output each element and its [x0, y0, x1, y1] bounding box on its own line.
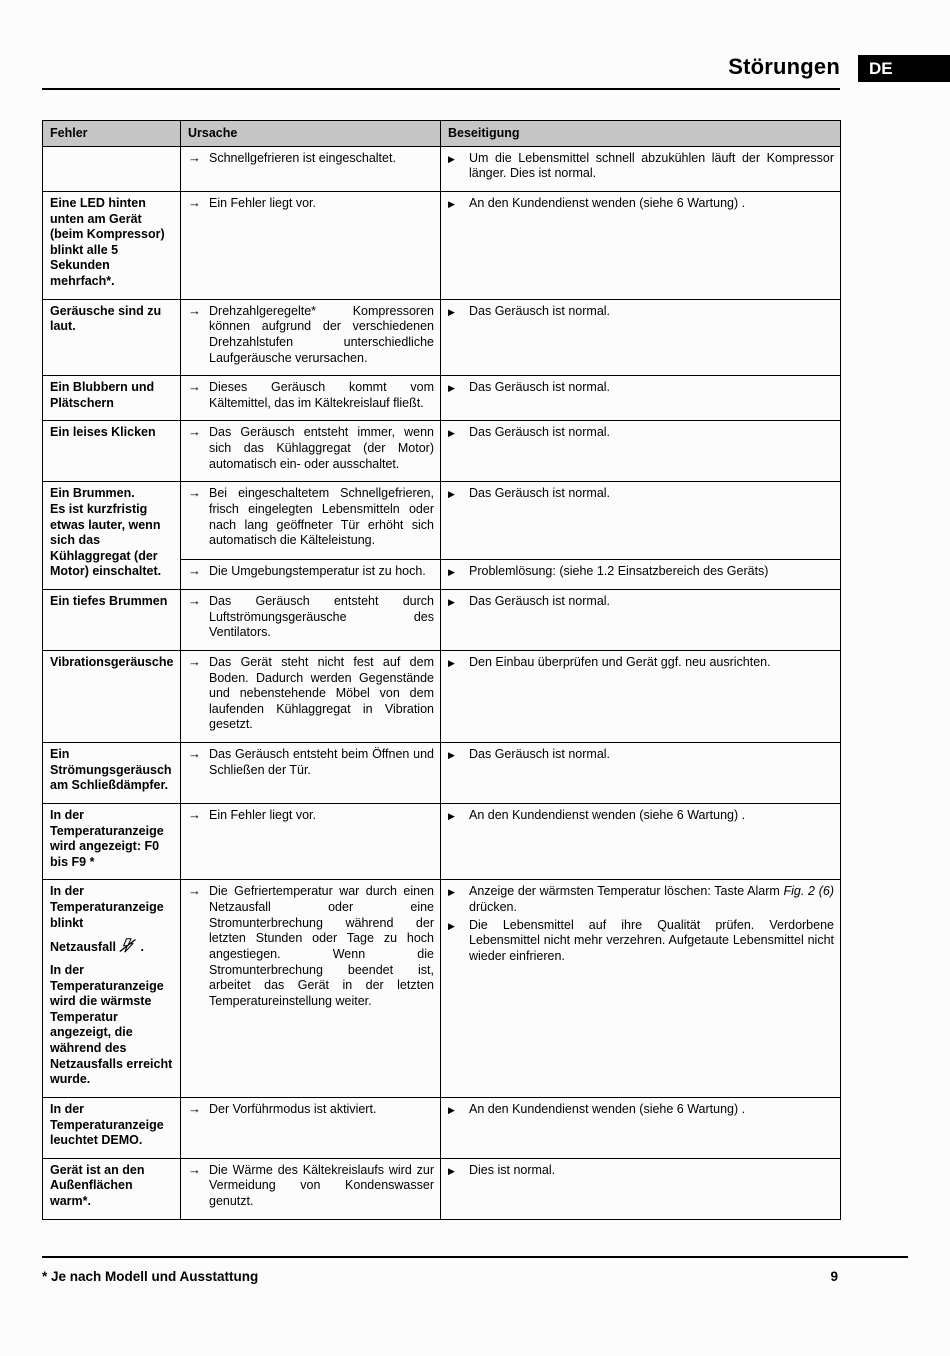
arrow-icon: → [188, 194, 201, 210]
fault-cell [43, 146, 181, 191]
triangle-bullet-icon: ▶ [448, 920, 455, 931]
fault-text: In der Temperaturanzeige wird die wärmste Temperatur angezeigt, die während des Netzausfalls erreicht wurde. [50, 962, 173, 1087]
fault-cell [43, 880, 181, 1098]
remedy-text: An den Kundendienst wenden (siehe 6 Wartung) . [469, 1101, 746, 1116]
remedy-entry [448, 1102, 834, 1118]
fault-text: Ein Brummen. [50, 486, 135, 501]
fault-text: Ein Strömungsgeräusch am Schließdämpfer. [50, 747, 172, 793]
cause-entry [188, 594, 434, 641]
cause-entry [188, 196, 434, 212]
remedy-cell [441, 803, 841, 880]
cause-cell [181, 1097, 441, 1158]
remedy-cell [441, 1097, 841, 1158]
figure-reference: Fig. 2 (6) [783, 884, 834, 899]
column-header-ursache: Ursache [181, 121, 441, 147]
fault-text: Ein leises Klicken [50, 425, 156, 440]
page-footer [42, 1256, 908, 1284]
fault-text: Netzausfall . [50, 940, 144, 955]
cause-cell [181, 650, 441, 742]
cause-entry [188, 564, 434, 580]
remedy-text: Das Geräusch ist normal. [469, 594, 611, 608]
fault-cell [43, 191, 181, 299]
triangle-bullet-icon: ▶ [448, 1165, 455, 1176]
table-row [43, 803, 841, 880]
table-row [43, 376, 841, 421]
table-row [43, 421, 841, 482]
triangle-bullet-icon: ▶ [448, 1104, 455, 1115]
remedy-cell [441, 482, 841, 560]
cause-cell [181, 146, 441, 191]
table-row [43, 482, 841, 560]
cause-entry [188, 808, 434, 824]
cause-text: Dieses Geräusch kommt vom Kältemittel, das im Kältekreislauf fließt. [209, 380, 434, 410]
cause-cell [181, 559, 441, 589]
fault-text: Geräusche sind zu laut. [50, 303, 162, 334]
remedy-text: Anzeige der wärmsten Temperatur löschen: Taste Alarm Fig. 2 (6) drücken. [469, 884, 834, 914]
cause-cell [181, 880, 441, 1098]
cause-text: Schnellgefrieren ist eingeschaltet. [209, 150, 396, 165]
cause-text: Das Gerät steht nicht fest auf dem Boden. Dadurch werden Gegenstände und nebenstehende Möbel von dem laufenden Kühlaggregat in Vibration gesetzt. [209, 654, 434, 732]
cause-text: Ein Fehler liegt vor. [209, 195, 316, 210]
footer-row [42, 1269, 908, 1284]
remedy-cell [441, 299, 841, 376]
remedy-cell [441, 376, 841, 421]
remedy-entry [448, 564, 834, 580]
remedy-entry [448, 304, 834, 320]
triangle-bullet-icon: ▶ [448, 810, 455, 821]
remedy-text: Das Geräusch ist normal. [469, 380, 611, 395]
language-badge: DE [858, 55, 950, 82]
fault-cell [43, 590, 181, 651]
cause-entry [188, 884, 434, 1009]
fault-cell [43, 1097, 181, 1158]
remedy-entry [448, 594, 834, 610]
remedy-entry [448, 380, 834, 396]
remedy-text: Die Lebensmittel auf ihre Qualität prüfen. Verdorbene Lebensmittel nicht mehr verzehren. Aufgetaute Lebensmittel nicht wieder einfrieren. [469, 917, 834, 963]
fault-cell [43, 1158, 181, 1219]
arrow-icon: → [188, 1100, 201, 1116]
cause-cell [181, 1158, 441, 1219]
cause-text: Ein Fehler liegt vor. [209, 807, 316, 822]
fault-table-body [43, 146, 841, 1219]
remedy-entry [448, 884, 834, 915]
table-row [43, 146, 841, 191]
remedy-cell [441, 421, 841, 482]
cause-cell [181, 191, 441, 299]
remedy-text: Das Geräusch ist normal. [469, 486, 611, 501]
arrow-icon: → [188, 746, 201, 761]
header-row [43, 121, 841, 147]
remedy-entry [448, 425, 834, 441]
fault-text: Es ist kurzfristig etwas lauter, wenn sich das Kühlaggregat (der Motor) einschaltet. [50, 501, 162, 579]
header-rule [42, 88, 840, 90]
arrow-icon: → [188, 562, 201, 578]
cause-text: Drehzahlgeregelte* Kompressoren können aufgrund der verschiedenen Drehzahlstufen unterschiedliche Laufgeräusche verursachen. [209, 303, 434, 365]
cause-text: Das Geräusch entsteht durch Luftströmungsgeräusche des Ventilators. [209, 594, 434, 640]
fault-cell [43, 803, 181, 880]
table-row [43, 650, 841, 742]
triangle-bullet-icon: ▶ [448, 153, 455, 164]
cause-cell [181, 299, 441, 376]
power-failure-icon [116, 938, 137, 956]
triangle-bullet-icon: ▶ [448, 383, 455, 394]
remedy-entry [448, 151, 834, 182]
remedy-text: Dies ist normal. [469, 1162, 556, 1177]
cause-cell [181, 421, 441, 482]
remedy-text: Das Geräusch ist normal. [469, 303, 611, 318]
cause-text: Die Wärme des Kältekreislaufs wird zur Vermeidung von Kondenswasser genutzt. [209, 1162, 434, 1208]
triangle-bullet-icon: ▶ [448, 198, 455, 209]
arrow-icon: → [188, 149, 201, 165]
cause-entry [188, 380, 434, 411]
fault-cell [43, 743, 181, 804]
arrow-icon: → [188, 485, 201, 501]
fault-cell [43, 376, 181, 421]
table-row [43, 590, 841, 651]
arrow-icon: → [188, 1161, 201, 1177]
remedy-cell [441, 146, 841, 191]
fault-text: Ein Blubbern und Plätschern [50, 380, 155, 410]
remedy-entry [448, 808, 834, 824]
table-row [43, 1097, 841, 1158]
page-title: Störungen [728, 54, 840, 79]
fault-text: In der Temperaturanzeige leuchtet DEMO. [50, 1101, 164, 1148]
page-number: 9 [830, 1269, 838, 1284]
fault-cell [43, 299, 181, 376]
remedy-entry [448, 918, 834, 965]
column-header-fehler: Fehler [43, 121, 181, 147]
remedy-cell [441, 191, 841, 299]
table-row [43, 1158, 841, 1219]
arrow-icon: → [188, 302, 201, 318]
column-header-beseitigung: Beseitigung [441, 121, 841, 147]
cause-text: Die Umgebungstemperatur ist zu hoch. [209, 563, 426, 578]
arrow-icon: → [188, 653, 201, 669]
cause-text: Der Vorführmodus ist aktiviert. [209, 1101, 377, 1116]
footnote: * Je nach Modell und Ausstattung [42, 1269, 259, 1284]
remedy-cell [441, 743, 841, 804]
remedy-entry [448, 747, 834, 763]
remedy-cell [441, 1158, 841, 1219]
table-row [43, 299, 841, 376]
triangle-bullet-icon: ▶ [448, 750, 455, 760]
cause-entry [188, 747, 434, 778]
cause-entry [188, 1102, 434, 1118]
triangle-bullet-icon: ▶ [448, 657, 455, 668]
fault-text: Eine LED hinten unten am Gerät (beim Kompressor) blinkt alle 5 Sekunden mehrfach*. [50, 195, 165, 288]
cause-text: Das Geräusch entsteht beim Öffnen und Schließen der Tür. [209, 747, 434, 777]
arrow-icon: → [188, 883, 201, 899]
remedy-text: Um die Lebensmittel schnell abzukühlen läuft der Kompressor länger. Dies ist normal. [469, 150, 834, 181]
cause-cell [181, 743, 441, 804]
fault-table-header [43, 121, 841, 147]
cause-entry [188, 1163, 434, 1210]
cause-text: Die Gefriertemperatur war durch einen Netzausfall oder eine Stromunterbrechung während der letzten Stunden oder Tage zu hoch angestiegen. Wenn die Stromunterbrechung beendet ist, arbeitet das Gerät in der letzten Temperatureinstellung weiter. [209, 884, 434, 1008]
remedy-cell [441, 590, 841, 651]
table-row [43, 191, 841, 299]
triangle-bullet-icon: ▶ [448, 597, 455, 607]
triangle-bullet-icon: ▶ [448, 428, 455, 439]
remedy-cell [441, 880, 841, 1098]
fault-cell [43, 650, 181, 742]
fault-cell [43, 421, 181, 482]
remedy-entry [448, 655, 834, 671]
footer-rule [42, 1256, 908, 1258]
fault-cell [43, 482, 181, 590]
fault-text: Ein tiefes Brummen [50, 594, 168, 608]
arrow-icon: → [188, 593, 201, 608]
arrow-icon: → [188, 806, 201, 822]
remedy-entry [448, 196, 834, 212]
remedy-text: Den Einbau überprüfen und Gerät ggf. neu ausrichten. [469, 654, 771, 669]
cause-text: Das Geräusch entsteht immer, wenn sich das Kühlaggregat (der Motor) automatisch ein- oder ausschaltet. [209, 425, 434, 471]
cause-cell [181, 482, 441, 560]
cause-cell [181, 803, 441, 880]
triangle-bullet-icon: ▶ [448, 306, 455, 317]
cause-entry [188, 151, 434, 167]
arrow-icon: → [188, 379, 201, 395]
remedy-text: An den Kundendienst wenden (siehe 6 Wartung) . [469, 807, 746, 822]
fault-text: Vibrationsgeräusche [50, 654, 174, 669]
cause-entry [188, 486, 434, 549]
remedy-entry [448, 486, 834, 502]
page-header [42, 52, 950, 88]
cause-cell [181, 590, 441, 651]
fault-text: Gerät ist an den Außenflächen warm*. [50, 1162, 145, 1208]
cause-text: Bei eingeschaltetem Schnellgefrieren, frisch eingelegten Lebensmitteln oder nach lang geöffneter Tür erhöht sich automatisch die Kälteleistung. [209, 486, 434, 548]
table-row [43, 743, 841, 804]
cause-entry [188, 425, 434, 472]
cause-entry [188, 655, 434, 733]
remedy-text: An den Kundendienst wenden (siehe 6 Wartung) . [469, 195, 746, 210]
fault-text: In der Temperaturanzeige blinkt [50, 884, 164, 930]
fault-text: In der Temperaturanzeige wird angezeigt: F0 bis F9 * [50, 807, 164, 869]
triangle-bullet-icon: ▶ [448, 887, 455, 898]
arrow-icon: → [188, 424, 201, 440]
triangle-bullet-icon: ▶ [448, 566, 455, 577]
remedy-text: Problemlösung: (siehe 1.2 Einsatzbereich des Geräts) [469, 563, 769, 578]
triangle-bullet-icon: ▶ [448, 489, 455, 500]
table-row [43, 880, 841, 1098]
remedy-cell [441, 650, 841, 742]
remedy-cell [441, 559, 841, 589]
remedy-text: Das Geräusch ist normal. [469, 425, 611, 440]
cause-entry [188, 304, 434, 367]
fault-table [42, 120, 841, 1220]
remedy-text: Das Geräusch ist normal. [469, 747, 611, 761]
cause-cell [181, 376, 441, 421]
remedy-entry [448, 1163, 834, 1179]
